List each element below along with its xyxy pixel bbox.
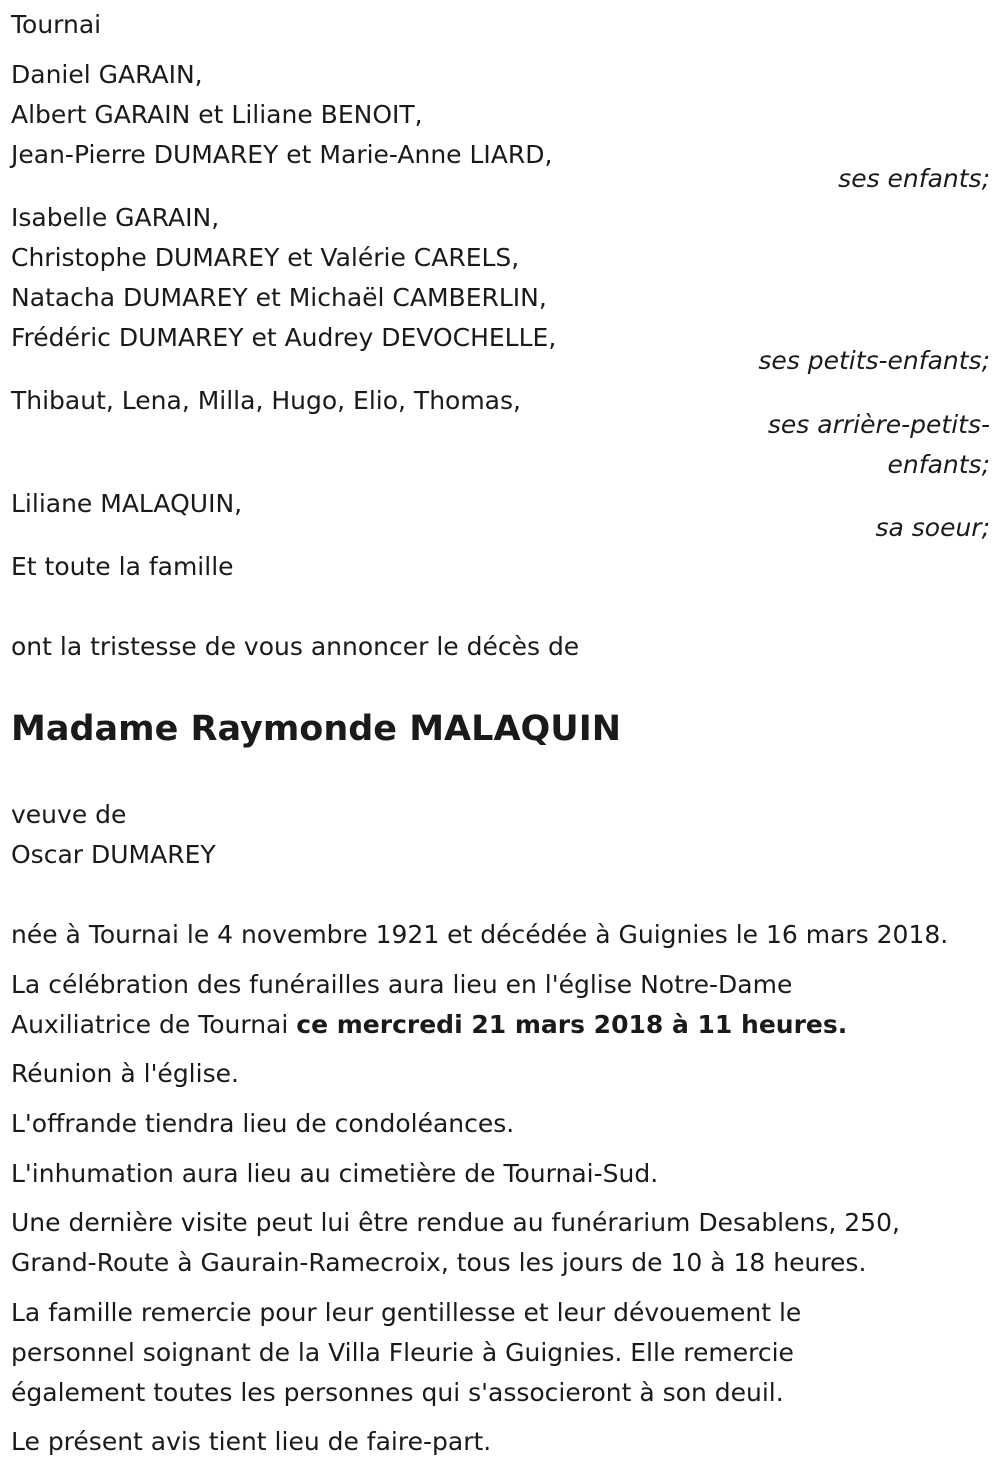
- birth-death: née à Tournai le 4 novembre 1921 et décédée à Guignies le 16 mars 2018.: [11, 920, 949, 949]
- child-1: Daniel GARAIN,: [11, 60, 203, 89]
- thanks-line1: La famille remercie pour leur gentillesse et leur dévouement le: [11, 1298, 802, 1327]
- visit-line2: Grand-Route à Gaurain-Ramecroix, tous les jours de 10 à 18 heures.: [11, 1248, 867, 1277]
- funeral-datetime: ce mercredi 21 mars 2018 à 11 heures.: [296, 1010, 848, 1039]
- announcement: ont la tristesse de vous annoncer le décès de: [11, 632, 580, 661]
- thanks-line2: personnel soignant de la Villa Fleurie à Guignies. Elle remercie: [11, 1338, 794, 1367]
- funeral-line2: [11, 1005, 847, 1045]
- meeting-info: Réunion à l'église.: [11, 1059, 239, 1088]
- grandchild-1: Isabelle GARAIN,: [11, 203, 220, 232]
- sister-name: Liliane MALAQUIN,: [11, 489, 243, 518]
- offering-info: L'offrande tiendra lieu de condoléances.: [11, 1109, 515, 1138]
- notice: Le présent avis tient lieu de faire-part.: [11, 1427, 492, 1456]
- grandchild-2: Christophe DUMAREY et Valérie CARELS,: [11, 243, 520, 272]
- great-grandchildren-relation-line1: ses arrière-petits-: [767, 410, 990, 439]
- city: Tournai: [11, 10, 102, 39]
- children-relation: ses enfants;: [838, 164, 990, 193]
- burial-info: L'inhumation aura lieu au cimetière de Tournai-Sud.: [11, 1159, 659, 1188]
- widow-of-label: veuve de: [11, 800, 127, 829]
- grandchildren-relation: ses petits-enfants;: [758, 346, 990, 375]
- sister-relation: sa soeur;: [875, 513, 990, 542]
- great-grandchildren-relation-line2: enfants;: [887, 450, 990, 479]
- visit-line1: Une dernière visite peut lui être rendue au funérarium Desablens, 250,: [11, 1208, 900, 1237]
- grandchild-3: Natacha DUMAREY et Michaël CAMBERLIN,: [11, 283, 547, 312]
- great-grandchildren: Thibaut, Lena, Milla, Hugo, Elio, Thomas,: [11, 386, 521, 415]
- family-line: Et toute la famille: [11, 552, 234, 581]
- deceased-name: Madame Raymonde MALAQUIN: [11, 709, 622, 749]
- spouse-name: Oscar DUMAREY: [11, 840, 216, 869]
- grandchild-4: Frédéric DUMAREY et Audrey DEVOCHELLE,: [11, 323, 557, 352]
- child-2: Albert GARAIN et Liliane BENOIT,: [11, 100, 423, 129]
- funeral-line1: La célébration des funérailles aura lieu en l'église Notre-Dame: [11, 970, 793, 999]
- funeral-location: Auxiliatrice de Tournai: [11, 1010, 297, 1039]
- child-3: Jean-Pierre DUMAREY et Marie-Anne LIARD,: [11, 140, 553, 169]
- thanks-line3: également toutes les personnes qui s'associeront à son deuil.: [11, 1378, 784, 1407]
